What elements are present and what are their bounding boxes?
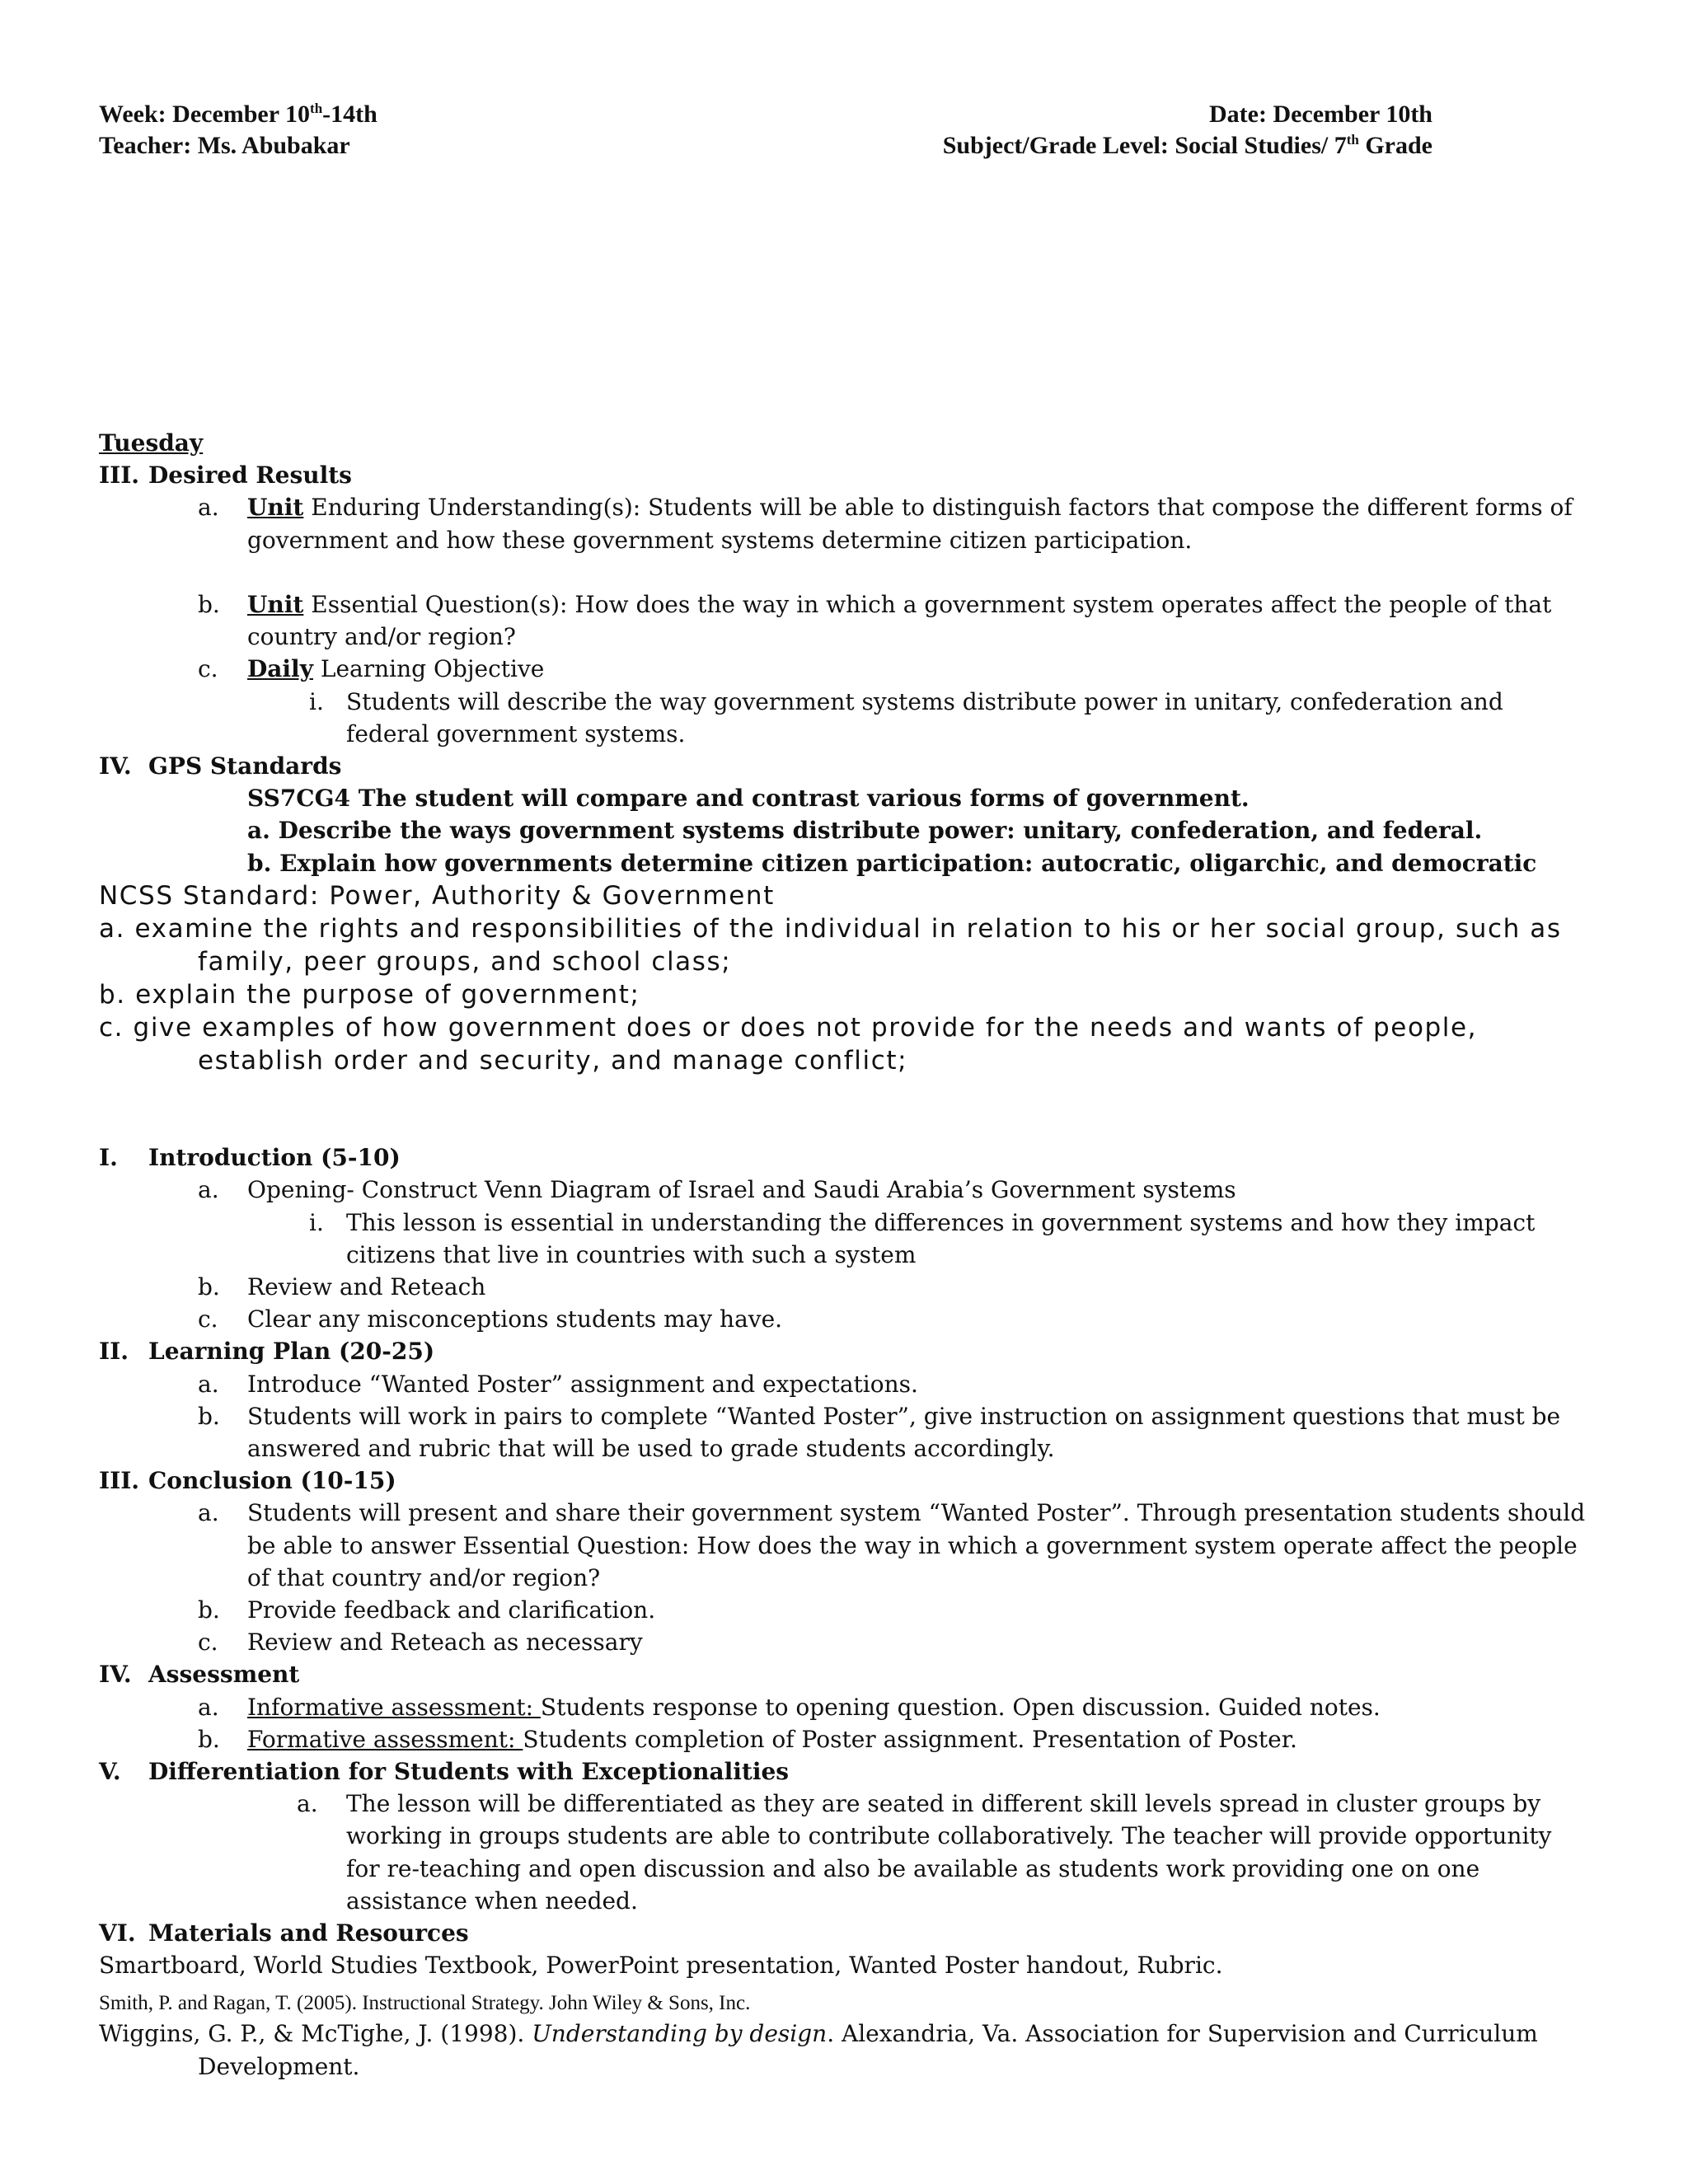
conclusion-item-b: b. Provide feedback and clarification. — [198, 1596, 656, 1624]
differentiation-line3: for re-teaching and open discussion and also be available as students work providing one on one — [346, 1854, 1480, 1882]
conclusion-item-a-line3: of that country and/or region? — [247, 1563, 601, 1591]
gps-standard-main: SS7CG4 The student will compare and contrast various forms of government. — [247, 785, 1250, 813]
differentiation-line4: assistance when needed. — [346, 1886, 638, 1915]
plan-item-a: a. Introduce “Wanted Poster” assignment and expectations. — [198, 1370, 918, 1398]
essential-question-continued: country and/or region? — [247, 623, 516, 651]
intro-subitem-continued: citizens that live in countries with such a system — [346, 1240, 917, 1268]
ncss-item-c: c. give examples of how government does or does not provide for the needs and wants of people, — [99, 1012, 1478, 1043]
objective-subitem: i. Students will describe the way government systems distribute power in unitary, confederation and — [309, 687, 1503, 715]
materials-heading: VI. Materials and Resources — [99, 1919, 469, 1947]
subject-line — [943, 130, 1432, 162]
unit-understanding-item: a. Unit Enduring Understanding(s): Students will be able to distinguish factors that compose the different forms of — [198, 494, 1573, 522]
ncss-title: NCSS Standard: Power, Authority & Government — [99, 880, 775, 911]
gps-standard-b: b. Explain how governments determine citizen participation: autocratic, oligarchic, and democratic — [247, 849, 1537, 877]
conclusion-item-a-line2: be able to answer Essential Question: How does the way in which a government system operate affect the people — [247, 1531, 1578, 1559]
reference-wiggins-continued: Development. — [198, 2052, 360, 2080]
plan-item-b: b. Students will work in pairs to complete “Wanted Poster”, give instruction on assignment questions that must be — [198, 1402, 1561, 1430]
unit-understanding-continued: government and how these government systems determine citizen participation. — [247, 526, 1193, 554]
ncss-item-a-continued: family, peer groups, and school class; — [198, 946, 732, 977]
ncss-item-c-continued: establish order and security, and manage conflict; — [198, 1045, 908, 1076]
materials-list: Smartboard, World Studies Textbook, PowerPoint presentation, Wanted Poster handout, Rubric. — [99, 1952, 1223, 1980]
week-line — [99, 99, 377, 130]
conclusion-heading: III. Conclusion (10-15) — [99, 1467, 396, 1495]
reference-wiggins: Wiggins, G. P., & McTighe, J. (1998). Understanding by design. Alexandria, Va. Association for Supervision and Curriculum — [99, 2020, 1538, 2048]
header-right — [943, 99, 1432, 162]
differentiation-item-a: a. The lesson will be differentiated as they are seated in different skill levels spread in cluster groups by — [297, 1790, 1541, 1818]
differentiation-heading: V. Differentiation for Students with Exceptionalities — [99, 1758, 790, 1786]
objective-subitem-continued: federal government systems. — [346, 719, 686, 748]
gps-standards-heading: IV. GPS Standards — [99, 752, 342, 780]
day-heading: Tuesday — [99, 429, 204, 457]
lesson-body — [99, 427, 1607, 2083]
grade-superscript: th — [1346, 132, 1359, 148]
differentiation-line2: working in groups students are able to contribute collaboratively. The teacher will provide opportunity — [346, 1822, 1552, 1850]
daily-objective-item: c. Daily Learning Objective — [198, 655, 545, 683]
intro-subitem: i. This lesson is essential in understanding the differences in government systems and how they impact — [309, 1208, 1536, 1236]
week-superscript: th — [310, 101, 323, 116]
assessment-item-b: b. Formative assessment: Students completion of Poster assignment. Presentation of Poster. — [198, 1725, 1297, 1753]
assessment-heading: IV. Assessment — [99, 1661, 300, 1689]
week-label: Week: December 10 — [99, 101, 311, 128]
teacher-line: Teacher: Ms. Abubakar — [99, 132, 350, 159]
subject-label: Subject/Grade Level: Social Studies/ 7 — [942, 132, 1347, 159]
ncss-standard-block — [99, 879, 1607, 1077]
subject-end: Grade — [1358, 132, 1432, 159]
intro-item-a: a. Opening- Construct Venn Diagram of Israel and Saudi Arabia’s Government systems — [198, 1176, 1236, 1204]
week-end: -14th — [322, 101, 377, 128]
reference-title: Understanding by design — [532, 2020, 828, 2048]
ncss-item-b: b. explain the purpose of government; — [99, 979, 640, 1010]
introduction-heading: I. Introduction (5-10) — [99, 1144, 401, 1172]
conclusion-item-c: c. Review and Reteach as necessary — [198, 1629, 643, 1657]
assessment-item-a: a. Informative assessment: Students response to opening question. Open discussion. Guided notes. — [198, 1693, 1381, 1721]
intro-item-b: b. Review and Reteach — [198, 1273, 486, 1301]
conclusion-item-a: a. Students will present and share their government system “Wanted Poster”. Through presentation students should — [198, 1499, 1586, 1527]
reference-smith-ragan: Smith, P. and Ragan, T. (2005). Instructional Strategy. John Wiley & Sons, Inc. — [99, 1992, 751, 2015]
plan-item-b-continued: answered and rubric that will be used to grade students accordingly. — [247, 1435, 1055, 1463]
intro-item-c: c. Clear any misconceptions students may have. — [198, 1305, 783, 1333]
ncss-item-a: a. examine the rights and responsibilities of the individual in relation to his or her social group, such as — [99, 913, 1562, 944]
learning-plan-heading: II. Learning Plan (20-25) — [99, 1338, 435, 1366]
desired-results-heading: III. Desired Results — [99, 462, 352, 490]
date-line: Date: December 10th — [1208, 101, 1432, 128]
gps-standard-a: a. Describe the ways government systems distribute power: unitary, confederation, and federal. — [247, 817, 1483, 845]
essential-question-item: b. Unit Essential Question(s): How does the way in which a government system operates affect the people of that — [198, 591, 1552, 618]
header-left — [99, 99, 377, 162]
